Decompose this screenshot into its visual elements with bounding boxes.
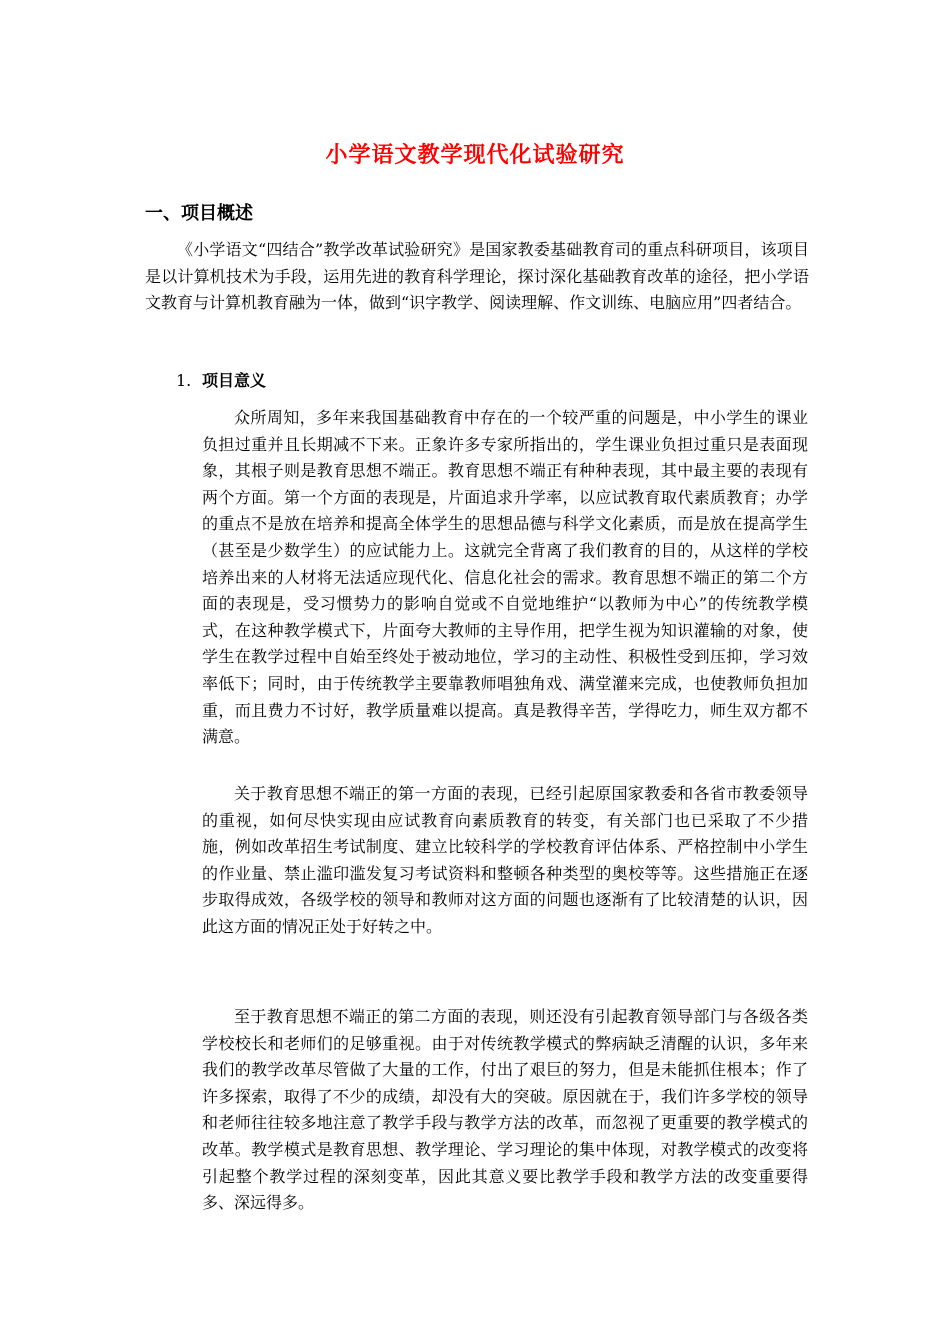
body-paragraph-2: 关于教育思想不端正的第一方面的表现，已经引起原国家教委和各省市教委领导的重视，如何尽快实现由应试教育向素质教育的转变，有关部门也已采取了不少措施，例如改革招生考试制度、建立比较科学的学校教育评估体系、严格控制中小学生的作业量、禁止滥印滥发复习考试资料和整顿各种类型的奥校等等。这些措施正在逐步取得成效，各级学校的领导和教师对这方面的问题也逐渐有了比较清楚的认识，因此这方面的情况正处于好转之中。 [202,784,808,936]
subsection-title: 项目意义 [202,371,267,390]
subsection-heading-significance [176,368,266,391]
subsection-number: 1. [176,371,192,390]
section-heading-overview: 一、项目概述 [145,203,253,224]
document-title: 小学语文教学现代化试验研究 [325,143,625,168]
body-paragraph-3: 至于教育思想不端正的第二方面的表现，则还没有引起教育领导部门与各级各类学校校长和老师们的足够重视。由于对传统教学模式的弊病缺乏清醒的认识，多年来我们的教学改革尽管做了大量的工作，付出了艰巨的努力，但是未能抓住根本；作了许多探索，取得了不少的成绩，却没有大的突破。原因就在于，我们许多学校的领导和老师往往较多地注意了教学手段与教学方法的改革，而忽视了更重要的教学模式的改革。教学模式是教育思想、教学理论、学习理论的集中体现，对教学模式的改变将引起整个教学过程的深刻变革，因此其意义要比教学手段和教学方法的改变重要得多、深远得多。 [202,1007,808,1213]
body-paragraph-1: 众所周知，多年来我国基础教育中存在的一个较严重的问题是，中小学生的课业负担过重并且长期减不下来。正象许多专家所指出的，学生课业负担过重只是表面现象，其根子则是教育思想不端正。教育思想不端正有种种表现，其中最主要的表现有两个方面。第一个方面的表现是，片面追求升学率，以应试教育取代素质教育；办学的重点不是放在培养和提高全体学生的思想品德与科学文化素质，而是放在提高学生（甚至是少数学生）的应试能力上。这就完全背离了我们教育的目的，从这样的学校培养出来的人材将无法适应现代化、信息化社会的需求。教育思想不端正的第二个方面的表现是，受习惯势力的影响自觉或不自觉地维护“以教师为中心”的传统教学模式，在这种教学模式下，片面夸大教师的主导作用，把学生视为知识灌输的对象，使学生在教学过程中自始至终处于被动地位，学习的主动性、积极性受到压抑，学习效率低下；同时，由于传统教学主要靠教师唱独角戏、满堂灌来完成，也使教师负担加重，而且费力不讨好，教学质量难以提高。真是教得辛苦，学得吃力，师生双方都不满意。 [202,408,808,747]
intro-paragraph: 《小学语文“四结合”教学改革试验研究》是国家教委基础教育司的重点科研项目，该项目是以计算机技术为手段，运用先进的教育科学理论，探讨深化基础教育改革的途径，把小学语文教育与计算机教育融为一体，做到“识字教学、阅读理解、作文训练、电脑应用”四者结合。 [145,240,809,313]
